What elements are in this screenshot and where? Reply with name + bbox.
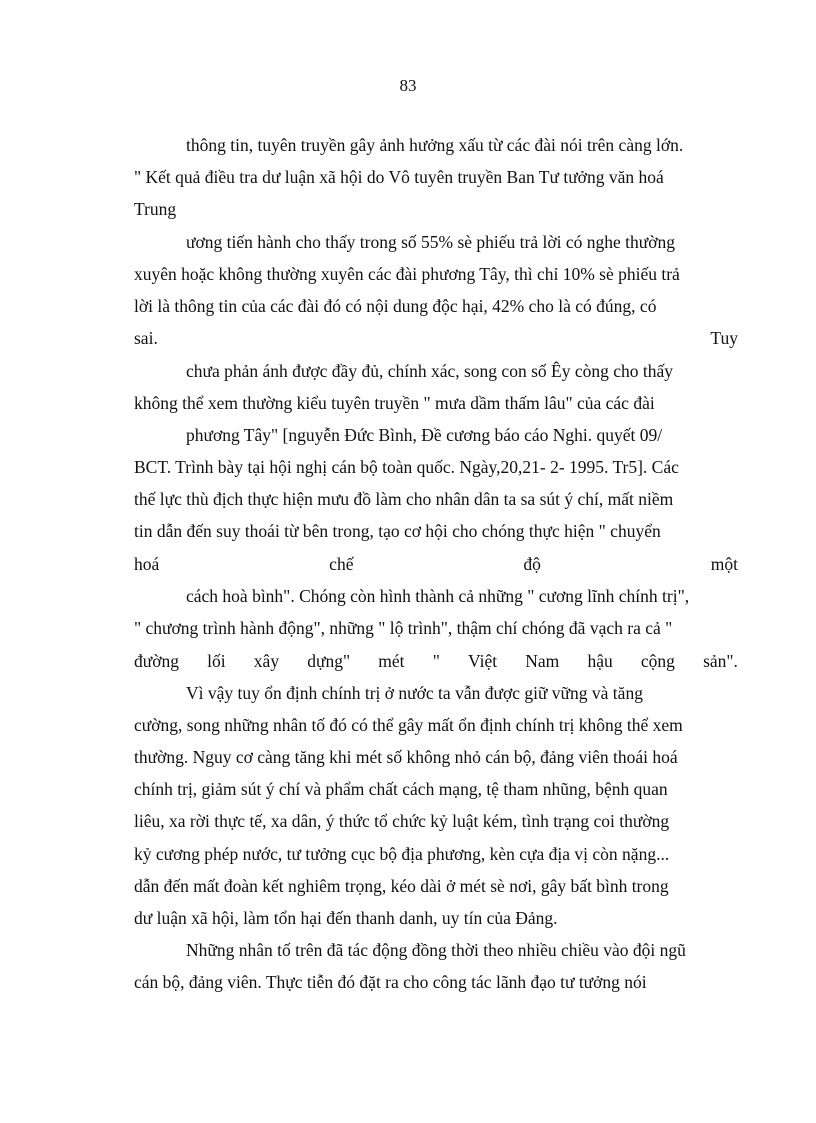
text-line: dẫn đến mất đoàn kết nghiêm trọng, kéo dài ở mét sè nơi, gây bất bình trong xyxy=(134,876,669,896)
word: lối xyxy=(207,651,226,671)
page-number: 83 xyxy=(399,76,417,95)
word: Nam xyxy=(525,651,560,671)
text-line-justified xyxy=(134,650,738,672)
word: dựng" xyxy=(307,651,351,671)
word: hậu xyxy=(587,651,613,671)
word: " xyxy=(432,651,440,671)
text-line: thế lực thù địch thực hiện mưu đồ làm cho nhân dân ta sa sút ý chí, mất niềm xyxy=(134,489,674,509)
text-line: Vì vậy tuy ổn định chính trị ở nước ta vẫn được giữ vững và tăng xyxy=(186,683,643,703)
word: hoá xyxy=(134,554,160,574)
text-line: BCT. Trình bày tại hội nghị cán bộ toàn quốc. Ngày,20,21- 2- 1995. Tr5]. Các xyxy=(134,457,679,477)
text-line: liêu, xa rời thực tế, xa dân, ý thức tổ chức kỷ luật kém, tình trạng coi thường xyxy=(134,811,670,831)
text-line: chưa phản ánh được đầy đủ, chính xác, song con số Êy còng cho thấy xyxy=(186,361,673,381)
word: chế xyxy=(329,554,354,574)
text-line: xuyên hoặc không thường xuyên các đài phương Tây, thì chỉ 10% sè phiếu trả xyxy=(134,264,680,284)
text-line: dư luận xã hội, làm tổn hại đến thanh danh, uy tín của Đảng. xyxy=(134,908,558,928)
text-line: tin dẫn đến suy thoái từ bên trong, tạo cơ hội cho chóng thực hiện " chuyển xyxy=(134,521,661,541)
word: Việt xyxy=(468,651,498,671)
text-line: " chương trình hành động", những " lộ trình", thậm chí chóng đã vạch ra cả " xyxy=(134,618,673,638)
text-line: Những nhân tố trên đã tác động đồng thời theo nhiều chiều vào đội ngũ xyxy=(186,940,686,960)
text-line: cách hoà bình". Chóng còn hình thành cả những " cương lĩnh chính trị", xyxy=(186,586,690,606)
word: sản". xyxy=(703,651,738,671)
word: mét xyxy=(378,651,405,671)
text-line: kỷ cương phép nước, tư tưởng cục bộ địa phương, kèn cựa địa vị còn nặng... xyxy=(134,844,670,864)
text-line: cán bộ, đảng viên. Thực tiễn đó đặt ra cho công tác lãnh đạo tư tưởng nói xyxy=(134,972,647,992)
word: xây xyxy=(253,651,280,671)
text-line-justified xyxy=(134,553,738,575)
text-line: ương tiến hành cho thấy trong số 55% sè phiếu trả lời có nghe thường xyxy=(186,232,676,252)
text-line: cường, song những nhân tố đó có thể gây mất ổn định chính trị không thể xem xyxy=(134,715,683,735)
word: đường xyxy=(134,651,179,671)
text-line: thường. Nguy cơ càng tăng khi mét số không nhỏ cán bộ, đảng viên thoái hoá xyxy=(134,747,678,767)
text-line-justified xyxy=(134,327,738,349)
word: cộng xyxy=(640,651,675,671)
word: sai. xyxy=(134,328,158,348)
word: một xyxy=(710,554,738,574)
text-line: chính trị, giảm sút ý chí và phẩm chất cách mạng, tệ tham nhũng, bệnh quan xyxy=(134,779,668,799)
text-line: thông tin, tuyên truyền gây ảnh hưởng xấu từ các đài nói trên càng lớn. xyxy=(186,135,684,155)
text-line: không thể xem thường kiểu tuyên truyền " mưa dầm thấm lâu" của các đài xyxy=(134,393,655,413)
text-line: phương Tây" [nguyễn Đức Bình, Đề cương báo cáo Nghi. quyết 09/ xyxy=(186,425,663,445)
text-line: " Kết quả điều tra dư luận xã hội do Vô tuyên truyền Ban Tư tưởng văn hoá xyxy=(134,167,664,187)
text-line: Trung xyxy=(134,199,177,219)
text-line: lời là thông tin của các đài đó có nội dung độc hại, 42% cho là có đúng, có xyxy=(134,296,657,316)
word: độ xyxy=(523,554,541,574)
word: Tuy xyxy=(710,328,738,348)
